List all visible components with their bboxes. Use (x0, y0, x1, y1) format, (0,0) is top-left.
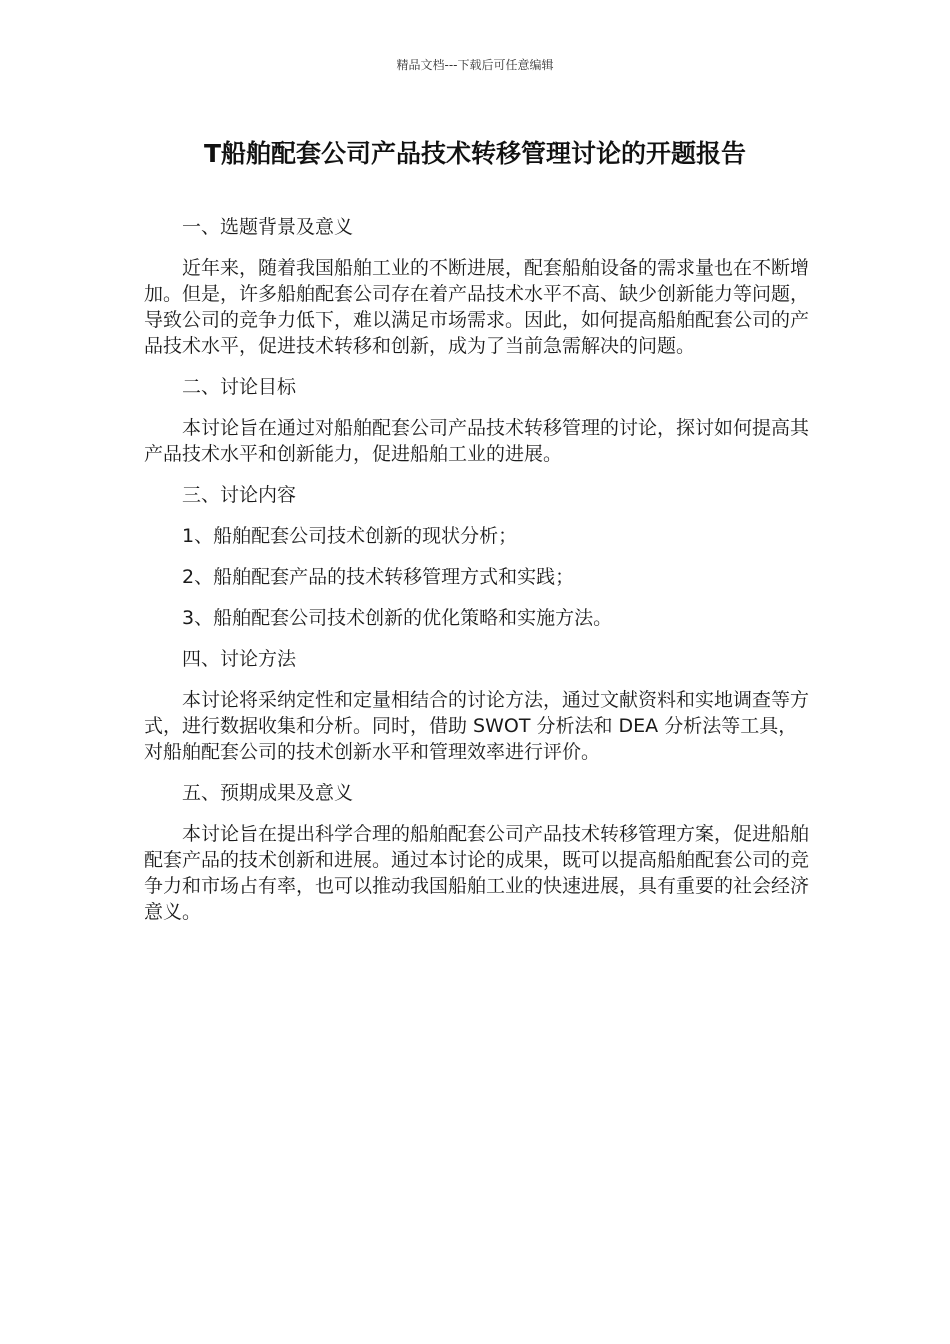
section-heading-outcomes: 五、预期成果及意义 (182, 782, 354, 804)
list-item: 1、船舶配套公司技术创新的现状分析； (182, 525, 518, 547)
section-heading-objectives: 二、讨论目标 (182, 376, 297, 398)
section-paragraph-methods: 本讨论将采纳定性和定量相结合的讨论方法，通过文献资料和实地调查等方式，进行数据收集和分析。同时，借助 SWOT 分析法和 DEA 分析法等工具，对船舶配套公司的技术创新水平和管理效率进行评价。 (144, 689, 810, 763)
document-title: T船舶配套公司产品技术转移管理讨论的开题报告 (203, 139, 747, 168)
section-heading-methods: 四、讨论方法 (182, 648, 297, 670)
page-header: 精品文档---下载后可任意编辑 (396, 58, 554, 72)
list-item: 2、船舶配套产品的技术转移管理方式和实践； (182, 566, 575, 588)
section-paragraph-objectives: 本讨论旨在通过对船舶配套公司产品技术转移管理的讨论，探讨如何提高其产品技术水平和创新能力，促进船舶工业的进展。 (144, 417, 810, 465)
section-paragraph-background: 近年来，随着我国船舶工业的不断进展，配套船舶设备的需求量也在不断增加。但是，许多船舶配套公司存在着产品技术水平不高、缺少创新能力等问题，导致公司的竞争力低下，难以满足市场需求。因此，如何提高船舶配套公司的产品技术水平，促进技术转移和创新，成为了当前急需解决的问题。 (144, 257, 810, 357)
document-body (144, 214, 809, 940)
list-item: 3、船舶配套公司技术创新的优化策略和实施方法。 (182, 607, 613, 629)
section-heading-background: 一、选题背景及意义 (182, 216, 354, 238)
section-heading-content: 三、讨论内容 (182, 484, 297, 506)
section-paragraph-outcomes: 本讨论旨在提出科学合理的船舶配套公司产品技术转移管理方案，促进船舶配套产品的技术创新和进展。通过本讨论的成果，既可以提高船舶配套公司的竞争力和市场占有率，也可以推动我国船舶工业的快速进展，具有重要的社会经济意义。 (144, 823, 810, 923)
